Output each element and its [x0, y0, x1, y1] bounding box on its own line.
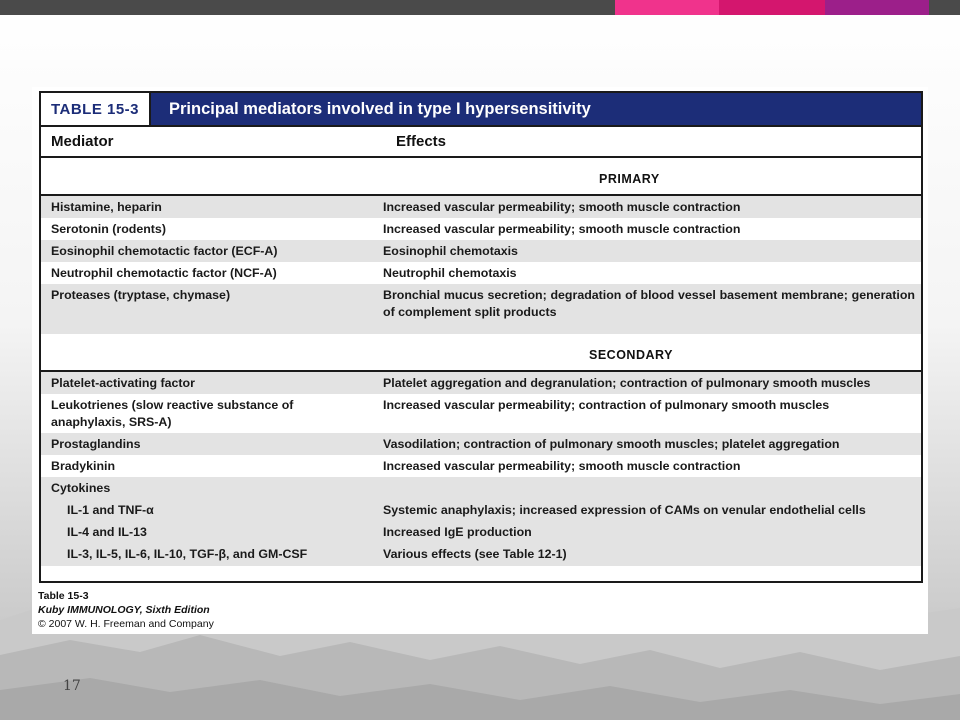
figure-caption	[38, 589, 214, 631]
mediator-cell: Prostaglandins	[51, 437, 141, 451]
table-row	[41, 240, 921, 262]
secondary-rows	[41, 372, 921, 566]
column-header-mediator: Mediator	[51, 133, 114, 150]
primary-rows	[41, 196, 921, 334]
mediator-cell: IL-3, IL-5, IL-6, IL-10, TGF-β, and GM-CSF	[67, 547, 308, 561]
table-tag: TABLE 15-3	[41, 93, 151, 125]
effect-cell: Platelet aggregation and degranulation; contraction of pulmonary smooth muscles	[383, 376, 871, 390]
effect-cell: Eosinophil chemotaxis	[383, 244, 518, 258]
table-row	[41, 372, 921, 394]
effect-cell: Increased vascular permeability; smooth muscle contraction	[383, 459, 741, 473]
table-row	[41, 433, 921, 455]
accent-segment-pink	[615, 0, 719, 15]
effect-cell: Various effects (see Table 12-1)	[383, 547, 567, 561]
column-header-effects: Effects	[396, 133, 447, 150]
table-row	[41, 196, 921, 218]
caption-table-number: Table 15-3	[38, 590, 89, 602]
caption-copyright: © 2007 W. H. Freeman and Company	[38, 618, 214, 630]
effect-cell: Increased vascular permeability; smooth muscle contraction	[383, 222, 741, 236]
section-primary-label: PRIMARY	[599, 172, 660, 186]
mediator-cell: IL-4 and IL-13	[67, 525, 147, 539]
mediator-cell: Histamine, heparin	[51, 200, 162, 214]
mediator-cell: Eosinophil chemotactic factor (ECF-A)	[51, 244, 278, 258]
accent-segment-purple	[825, 0, 929, 15]
mediator-cell: Serotonin (rodents)	[51, 222, 166, 236]
table-row	[41, 455, 921, 477]
mediator-cell: Bradykinin	[51, 459, 116, 473]
mediator-cell: Platelet-activating factor	[51, 376, 195, 390]
table-row	[41, 262, 921, 284]
effect-cell: Neutrophil chemotaxis	[383, 266, 517, 280]
table-title-bar	[41, 93, 921, 127]
effect-cell: Vasodilation; contraction of pulmonary smooth muscles; platelet aggregation	[383, 437, 840, 451]
table-row	[41, 394, 921, 433]
effect-cell: Bronchial mucus secretion; degradation of blood vessel basement membrane; generation of complement split products	[383, 288, 915, 319]
effect-cell: Increased vascular permeability; smooth muscle contraction	[383, 200, 741, 214]
effect-cell: Increased vascular permeability; contraction of pulmonary smooth muscles	[383, 398, 830, 412]
mediator-cell: Leukotrienes (slow reactive substance of anaphylaxis, SRS-A)	[51, 398, 294, 429]
table-header-row	[41, 127, 921, 158]
section-secondary	[41, 334, 921, 372]
table-title: Principal mediators involved in type I hypersensitivity	[169, 100, 591, 118]
effect-cell: Increased IgE production	[383, 525, 532, 539]
mediator-cell: IL-1 and TNF-α	[67, 503, 154, 517]
mediators-table	[39, 91, 923, 583]
accent-segment-magenta	[719, 0, 825, 15]
table-row-cytokines	[41, 477, 921, 566]
table-figure	[32, 87, 928, 634]
table-row	[41, 284, 921, 334]
top-bar	[0, 0, 960, 15]
effect-cell: Systemic anaphylaxis; increased expression of CAMs on venular endothelial cells	[383, 503, 866, 517]
section-secondary-label: SECONDARY	[589, 348, 673, 362]
mediator-cell: Cytokines	[51, 481, 111, 495]
caption-book-title: Kuby IMMUNOLOGY, Sixth Edition	[38, 604, 210, 616]
mediator-cell: Proteases (tryptase, chymase)	[51, 288, 231, 302]
mediator-cell: Neutrophil chemotactic factor (NCF-A)	[51, 266, 277, 280]
section-primary	[41, 158, 921, 196]
slide-page-number: 17	[63, 678, 81, 694]
table-row	[41, 218, 921, 240]
